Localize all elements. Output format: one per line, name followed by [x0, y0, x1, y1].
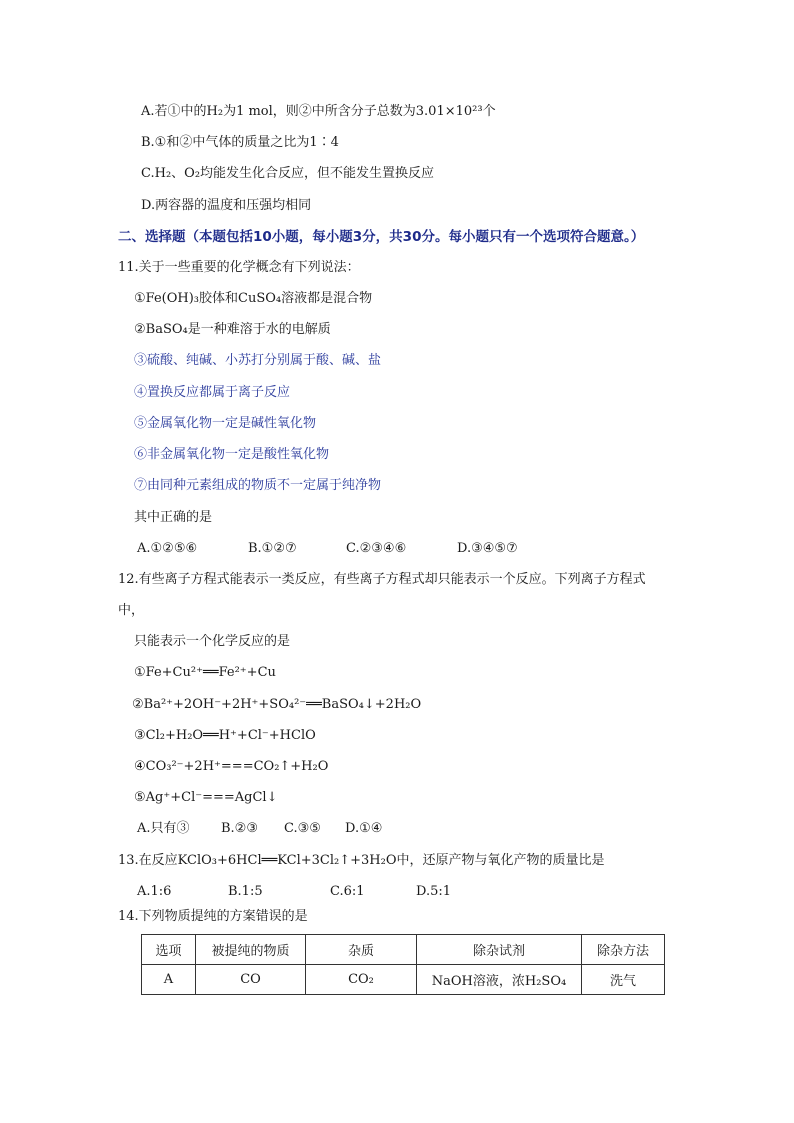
q10-option-c: C.H₂、O₂均能发生化合反应，但不能发生置换反应 — [141, 166, 435, 181]
table-cell: A — [142, 965, 196, 995]
table-header-row — [142, 935, 665, 965]
q11-prompt: 其中正确的是 — [134, 510, 213, 525]
q11-option-d: D.③④⑤⑦ — [457, 541, 518, 556]
q12-equation-1: ①Fe+Cu²⁺══Fe²⁺+Cu — [134, 665, 276, 680]
q13-option-c: C.6:1 — [330, 884, 365, 899]
table-header-cell: 除杂试剂 — [417, 935, 582, 965]
table-cell: CO₂ — [306, 965, 417, 995]
table-header-cell: 选项 — [142, 935, 196, 965]
q11-statement-7: ⑦由同种元素组成的物质不一定属于纯净物 — [134, 478, 382, 493]
table-row — [142, 965, 665, 995]
q11-option-a: A.①②⑤⑥ — [137, 541, 198, 556]
q12-equation-2: ②Ba²⁺+2OH⁻+2H⁺+SO₄²⁻══BaSO₄↓+2H₂O — [132, 697, 422, 712]
table-cell: NaOH溶液，浓H₂SO₄ — [417, 965, 582, 995]
q12-option-c: C.③⑤ — [284, 821, 321, 836]
q11-stem: 11.关于一些重要的化学概念有下列说法： — [118, 260, 360, 275]
q11-statement-6: ⑥非金属氧化物一定是酸性氧化物 — [134, 447, 330, 462]
q12-option-b: B.②③ — [221, 821, 258, 836]
q10-option-b: B.①和②中气体的质量之比为1∶4 — [141, 135, 339, 150]
q11-statement-3: ③硫酸、纯碱、小苏打分别属于酸、碱、盐 — [134, 353, 382, 368]
q13-option-b: B.1:5 — [228, 884, 263, 899]
q10-option-a: A.若①中的H₂为1 mol，则②中所含分子总数为3.01×10²³个 — [141, 104, 496, 119]
q12-option-d: D.①④ — [345, 821, 383, 836]
q11-option-b: B.①②⑦ — [248, 541, 297, 556]
q11-statement-2: ②BaSO₄是一种难溶于水的电解质 — [134, 322, 331, 337]
table-cell: 洗气 — [582, 965, 665, 995]
q12-equation-4: ④CO₃²⁻+2H⁺===CO₂↑+H₂O — [134, 759, 329, 774]
q12-equation-3: ③Cl₂+H₂O══H⁺+Cl⁻+HClO — [134, 728, 316, 743]
table-header-cell: 被提纯的物质 — [196, 935, 306, 965]
table-header-cell: 除杂方法 — [582, 935, 665, 965]
q14-stem: 14.下列物质提纯的方案错误的是 — [118, 909, 308, 924]
q11-statement-4: ④置换反应都属于离子反应 — [134, 385, 291, 400]
section-heading: 二、选择题（本题包括10小题，每小题3分，共30分。每小题只有一个选项符合题意。） — [118, 229, 645, 245]
q13-option-a: A.1:6 — [137, 884, 172, 899]
q12-option-a: A.只有③ — [137, 821, 190, 836]
q13-option-d: D.5:1 — [416, 884, 452, 899]
q10-option-d: D.两容器的温度和压强均相同 — [141, 198, 312, 213]
q12-stem-line3: 只能表示一个化学反应的是 — [134, 634, 291, 649]
q12-stem-line2: 中， — [118, 603, 145, 618]
q11-statement-1: ①Fe(OH)₃胶体和CuSO₄溶液都是混合物 — [134, 291, 373, 306]
q11-option-c: C.②③④⑥ — [346, 541, 407, 556]
table-cell: CO — [196, 965, 306, 995]
q12-equation-5: ⑤Ag⁺+Cl⁻===AgCl↓ — [134, 790, 278, 805]
purification-table — [141, 934, 665, 995]
q13-stem: 13.在反应KClO₃+6HCl══KCl+3Cl₂↑+3H₂O中，还原产物与氧化产物的质量比是 — [118, 853, 605, 868]
q12-stem-line1: 12.有些离子方程式能表示一类反应，有些离子方程式却只能表示一个反应。下列离子方程式 — [118, 572, 646, 587]
q11-statement-5: ⑤金属氧化物一定是碱性氧化物 — [134, 416, 317, 431]
table-header-cell: 杂质 — [306, 935, 417, 965]
